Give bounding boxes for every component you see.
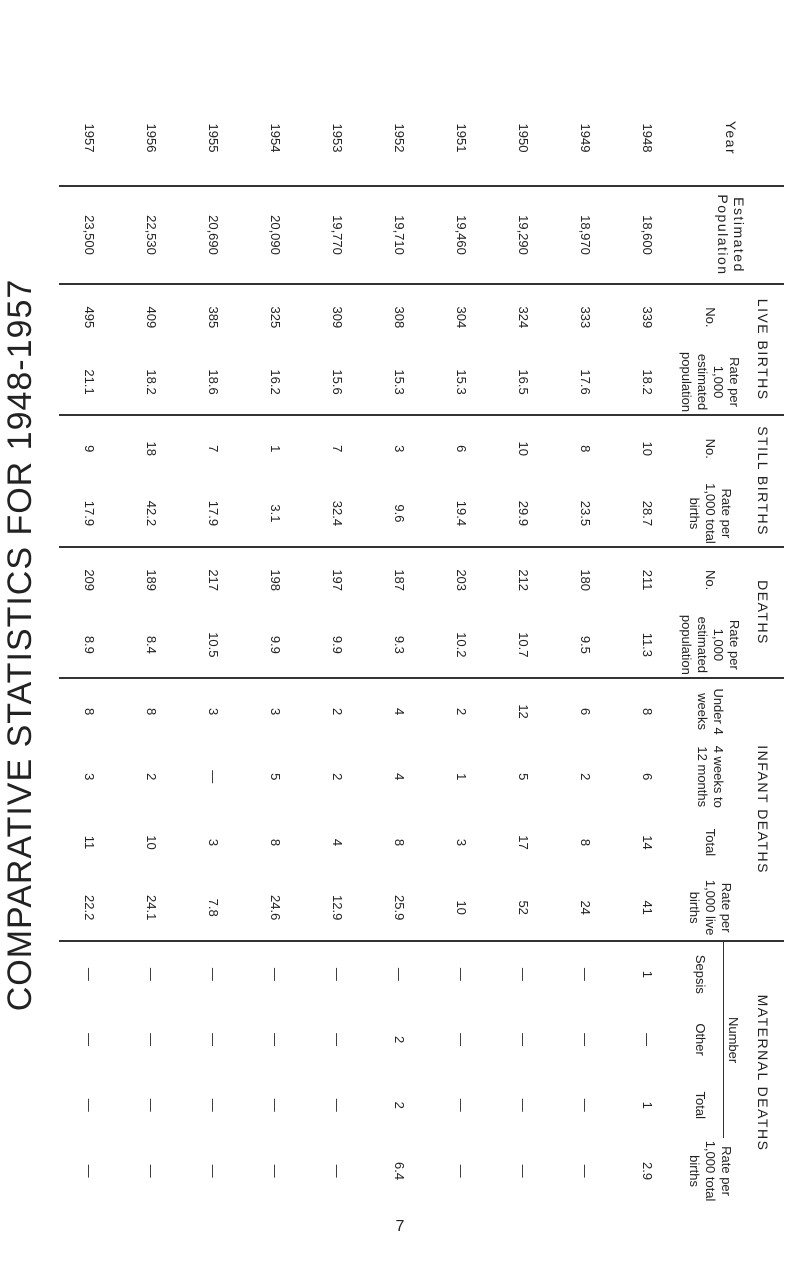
deaths-rate-header: Rate per 1,000 estimated population — [679, 614, 742, 675]
deaths-no-cell: 180 — [554, 547, 616, 613]
infant-4w-12m-cell: 3 — [82, 773, 98, 781]
infant-total-cell: 8 — [577, 838, 593, 847]
maternal-other-cell: — — [144, 1033, 160, 1047]
infant-under-4-weeks-cell: 8 — [59, 678, 121, 744]
maternal-sepsis-cell: — — [121, 941, 183, 1007]
infant-total-cell: 17 — [515, 835, 531, 850]
live-births-rate-cell: 18.2 — [639, 369, 655, 395]
infant-rate-cell: 25.9 — [392, 895, 407, 921]
infant-rate-cell: 24.1 — [144, 895, 160, 921]
maternal-sepsis-cell: — — [554, 941, 616, 1007]
live-births-no-cell: 325 — [245, 284, 307, 350]
still-births-no-cell: 1 — [245, 415, 307, 481]
live-births-no-cell: 409 — [121, 284, 183, 350]
live-births-no-cell: 309 — [307, 284, 369, 350]
maternal-sepsis-cell: — — [430, 941, 492, 1007]
infant-4w-12m-cell: 5 — [268, 773, 284, 781]
maternal-other-cell: — — [330, 1033, 346, 1047]
live-births-no-cell: 304 — [430, 284, 492, 350]
infant-under-4-weeks-cell: 8 — [616, 678, 678, 744]
infant-rate-cell: 24.6 — [268, 895, 284, 921]
maternal-rate-cell: — — [330, 1164, 346, 1178]
still-births-no-cell: 10 — [616, 415, 678, 481]
maternal-other-cell: — — [577, 1033, 593, 1047]
still-births-rate-cell: 19.4 — [453, 500, 469, 527]
maternal-rate-cell: — — [515, 1164, 531, 1178]
infant-under-4-weeks-cell: 3 — [245, 678, 307, 744]
infant-rate-cell: 22.2 — [82, 895, 98, 921]
infant-total-cell: 11 — [82, 835, 98, 850]
deaths-rate-cell: 10.7 — [515, 632, 531, 658]
maternal-rate-header: Rate per 1,000 total births — [687, 1140, 734, 1202]
deaths-no-cell: 198 — [245, 547, 307, 613]
deaths-rate-cell: 8.9 — [82, 635, 98, 654]
still-births-no-cell: 3 — [369, 415, 431, 481]
table-row — [245, 91, 307, 1204]
infant-4w-12m-cell: 2 — [577, 773, 593, 781]
infant-rate-cell: 7.8 — [206, 898, 222, 917]
live-births-no-cell: 385 — [183, 284, 245, 350]
deaths-rate-cell: 11.3 — [639, 632, 655, 658]
live-births-no-cell: 324 — [492, 284, 554, 350]
population-cell: 23,500 — [59, 186, 121, 284]
live-births-no-cell: 495 — [59, 284, 121, 350]
deaths-rate-cell: 9.9 — [268, 635, 284, 654]
maternal-sepsis-cell: — — [492, 941, 554, 1007]
infant-total-cell: 4 — [330, 838, 346, 847]
infant-rate-cell: 52 — [515, 900, 531, 915]
deaths-no-cell: 187 — [369, 547, 431, 613]
still-births-rate-cell: 29.9 — [515, 500, 531, 527]
maternal-sepsis-cell: — — [369, 941, 431, 1007]
deaths-no-cell: 197 — [307, 547, 369, 613]
maternal-sepsis-cell: — — [307, 941, 369, 1007]
maternal-rate-cell: 2.9 — [639, 1162, 655, 1181]
infant-under-4-weeks-header: Under 4 weeks — [678, 678, 742, 744]
live-births-rate-cell: 17.6 — [577, 369, 593, 395]
year-cell: 1948 — [639, 123, 655, 153]
infant-under-4-weeks-cell: 2 — [430, 678, 492, 744]
population-cell: 20,090 — [245, 186, 307, 284]
year-cell: 1954 — [268, 123, 284, 153]
maternal-rate-cell: — — [577, 1164, 593, 1178]
table-row — [554, 91, 616, 1204]
year-cell: 1953 — [330, 123, 346, 153]
live-births-rate-cell: 18.2 — [144, 369, 160, 395]
maternal-other-header: Other — [693, 1023, 709, 1056]
deaths-group: DEATHS — [742, 547, 784, 678]
maternal-other-cell: 2 — [392, 1035, 407, 1044]
infant-4w-12m-cell: 1 — [453, 773, 469, 781]
infant-total-cell: 8 — [268, 838, 284, 847]
maternal-sepsis-cell: — — [59, 941, 121, 1007]
live-births-no-header: No. — [678, 284, 742, 350]
maternal-deaths-group: MATERNAL DEATHS — [742, 941, 784, 1204]
page-number: 7 — [395, 1218, 405, 1235]
statistics-table — [59, 91, 784, 1204]
maternal-rate-cell: — — [453, 1164, 469, 1178]
infant-4w-12m-cell: 2 — [144, 773, 160, 781]
still-births-no-cell: 18 — [121, 415, 183, 481]
deaths-no-cell: 217 — [183, 547, 245, 613]
live-births-rate-cell: 15.3 — [392, 369, 407, 395]
infant-total-cell: 3 — [206, 838, 222, 847]
deaths-no-cell: 212 — [492, 547, 554, 613]
year-header: Year — [723, 120, 739, 156]
still-births-rate-cell: 32.4 — [330, 500, 346, 527]
maternal-total-cell: — — [577, 1098, 593, 1112]
live-births-no-cell: 308 — [369, 284, 431, 350]
population-cell: 19,460 — [430, 186, 492, 284]
still-births-no-cell: 8 — [554, 415, 616, 481]
infant-4w-12m-cell: — — [206, 770, 222, 784]
infant-under-4-weeks-cell: 2 — [307, 678, 369, 744]
still-births-no-header: No. — [678, 415, 742, 481]
maternal-total-cell: 1 — [639, 1101, 655, 1109]
year-cell: 1951 — [453, 123, 469, 153]
table-row — [369, 91, 431, 1204]
infant-rate-cell: 24 — [577, 900, 593, 915]
population-cell: 19,710 — [369, 186, 431, 284]
live-births-no-cell: 333 — [554, 284, 616, 350]
table-row — [59, 91, 121, 1204]
maternal-number-header: Number — [724, 941, 743, 1138]
still-births-no-cell: 7 — [307, 415, 369, 481]
still-births-rate-cell: 23.5 — [577, 500, 593, 527]
still-births-rate-cell: 17.9 — [206, 500, 222, 527]
maternal-rate-cell: — — [144, 1164, 160, 1178]
maternal-total-header: Total — [693, 1091, 709, 1120]
infant-under-4-weeks-cell: 6 — [554, 678, 616, 744]
deaths-rate-cell: 10.2 — [453, 632, 469, 658]
maternal-total-cell: — — [330, 1098, 346, 1112]
infant-total-cell: 8 — [392, 838, 407, 847]
population-header: Estimated Population — [678, 186, 784, 284]
live-births-rate-header: Rate per 1,000 estimated population — [679, 352, 742, 413]
year-cell: 1956 — [144, 123, 160, 153]
table-row — [616, 91, 678, 1204]
still-births-rate-cell: 3.1 — [268, 504, 284, 523]
maternal-other-cell: — — [515, 1033, 531, 1047]
deaths-rate-cell: 9.5 — [577, 635, 593, 654]
deaths-no-cell: 209 — [59, 547, 121, 613]
live-births-rate-cell: 18.6 — [206, 369, 222, 395]
maternal-sepsis-cell: — — [183, 941, 245, 1007]
maternal-total-cell: — — [515, 1098, 531, 1112]
still-births-rate-cell: 42.2 — [144, 500, 160, 527]
deaths-no-header: No. — [678, 547, 742, 613]
deaths-no-cell: 189 — [121, 547, 183, 613]
infant-4w-12m-header: 4 weeks to 12 months — [695, 745, 726, 808]
infant-4w-12m-cell: 2 — [330, 773, 346, 781]
live-births-rate-cell: 15.6 — [330, 369, 346, 395]
infant-total-header: Total — [703, 828, 718, 857]
infant-rate-cell: 12.9 — [330, 895, 346, 921]
infant-deaths-group: INFANT DEATHS — [742, 678, 784, 941]
deaths-rate-cell: 10.5 — [206, 632, 222, 658]
year-cell: 1957 — [82, 123, 98, 153]
statistics-table-container — [82, 91, 784, 1204]
table-row — [492, 91, 554, 1204]
maternal-rate-cell: — — [82, 1164, 98, 1178]
maternal-sepsis-cell: 1 — [616, 941, 678, 1007]
year-cell: 1949 — [577, 123, 593, 153]
maternal-other-cell: — — [268, 1033, 284, 1047]
still-births-no-cell: 6 — [430, 415, 492, 481]
maternal-other-cell: — — [453, 1033, 469, 1047]
maternal-total-cell: — — [453, 1098, 469, 1112]
live-births-rate-cell: 21.1 — [82, 369, 98, 395]
maternal-total-cell: — — [144, 1098, 160, 1112]
year-cell: 1950 — [515, 123, 531, 153]
page-title: COMPARATIVE STATISTICS FOR 1948-1957 — [1, 278, 39, 1012]
maternal-rate-cell: 6.4 — [392, 1162, 407, 1181]
live-births-rate-cell: 15.3 — [453, 369, 469, 395]
infant-4w-12m-cell: 6 — [639, 773, 655, 781]
year-cell: 1955 — [206, 123, 222, 153]
maternal-total-cell: 2 — [392, 1101, 407, 1109]
infant-under-4-weeks-cell: 4 — [369, 678, 431, 744]
infant-rate-cell: 41 — [639, 900, 655, 915]
still-births-rate-cell: 9.6 — [392, 504, 407, 523]
population-cell: 22,530 — [121, 186, 183, 284]
infant-total-cell: 14 — [639, 835, 655, 850]
maternal-rate-cell: — — [206, 1164, 222, 1178]
population-cell: 20,690 — [183, 186, 245, 284]
infant-4w-12m-cell: 5 — [515, 773, 531, 781]
infant-total-cell: 3 — [453, 838, 469, 847]
still-births-no-cell: 7 — [183, 415, 245, 481]
maternal-sepsis-header: Sepsis — [678, 941, 724, 1007]
deaths-rate-cell: 9.3 — [392, 635, 407, 654]
population-cell: 18,970 — [554, 186, 616, 284]
deaths-rate-cell: 8.4 — [144, 635, 160, 654]
infant-under-4-weeks-cell: 12 — [492, 678, 554, 744]
population-cell: 19,770 — [307, 186, 369, 284]
infant-under-4-weeks-cell: 3 — [183, 678, 245, 744]
maternal-other-cell: — — [639, 1033, 655, 1047]
maternal-sepsis-cell: — — [245, 941, 307, 1007]
maternal-total-cell: — — [268, 1098, 284, 1112]
table-row — [430, 91, 492, 1204]
year-cell: 1952 — [392, 123, 407, 153]
live-births-group: LIVE BIRTHS — [742, 284, 784, 415]
table-row — [307, 91, 369, 1204]
maternal-other-cell: — — [206, 1033, 222, 1047]
table-row — [183, 91, 245, 1204]
infant-total-cell: 10 — [144, 835, 160, 850]
still-births-rate-header: Rate per 1,000 total births — [687, 483, 734, 544]
deaths-no-cell: 211 — [616, 547, 678, 613]
still-births-no-cell: 10 — [492, 415, 554, 481]
deaths-rate-cell: 9.9 — [330, 635, 346, 654]
population-cell: 18,600 — [616, 186, 678, 284]
population-cell: 19,290 — [492, 186, 554, 284]
still-births-rate-cell: 17.9 — [82, 500, 98, 527]
still-births-rate-cell: 28.7 — [639, 500, 655, 527]
still-births-no-cell: 9 — [59, 415, 121, 481]
live-births-no-cell: 339 — [616, 284, 678, 350]
infant-rate-header: Rate per 1,000 live births — [687, 879, 734, 936]
maternal-rate-cell: — — [268, 1164, 284, 1178]
maternal-total-cell: — — [82, 1098, 98, 1112]
maternal-total-cell: — — [206, 1098, 222, 1112]
maternal-other-cell: — — [82, 1033, 98, 1047]
still-births-group: STILL BIRTHS — [742, 415, 784, 546]
infant-rate-cell: 10 — [453, 900, 469, 915]
live-births-rate-cell: 16.2 — [268, 369, 284, 395]
deaths-no-cell: 203 — [430, 547, 492, 613]
infant-under-4-weeks-cell: 8 — [121, 678, 183, 744]
live-births-rate-cell: 16.5 — [515, 369, 531, 395]
infant-4w-12m-cell: 4 — [392, 773, 407, 781]
table-row — [121, 91, 183, 1204]
